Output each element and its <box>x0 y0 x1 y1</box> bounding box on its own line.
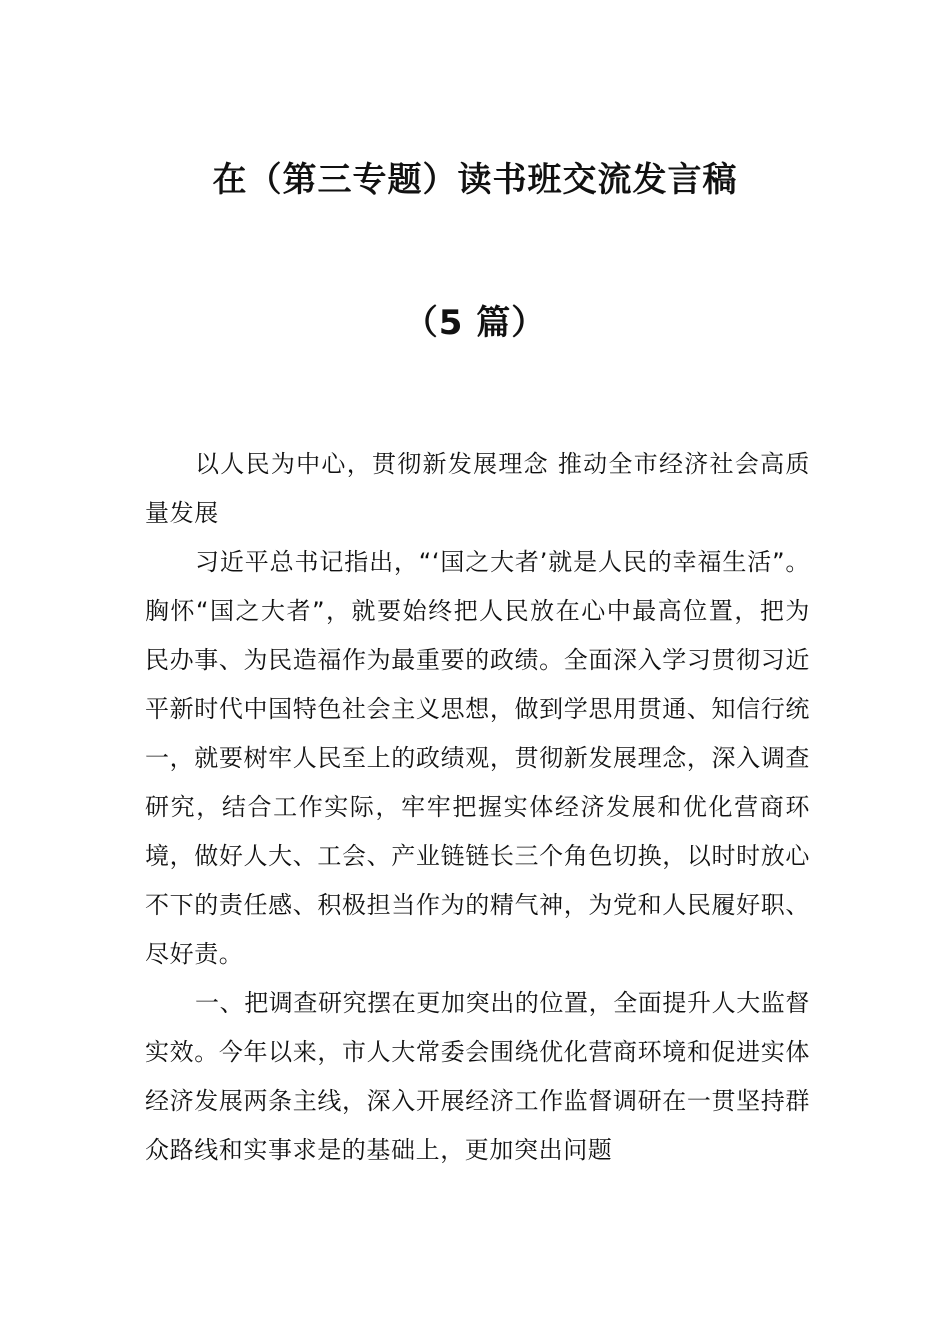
paragraph: 一、把调查研究摆在更加突出的位置，全面提升人大监督实效。今年以来，市人大常委会围绕优化营商环境和促进实体经济发展两条主线，深入开展经济工作监督调研在一贯坚持群众路线和实事求是的基础上，更加突出问题 <box>145 989 810 1164</box>
document-subtitle: （5 篇） <box>403 303 547 343</box>
document-body <box>145 440 810 1175</box>
document-title: 在（第三专题）读书班交流发言稿 <box>212 160 738 200</box>
paragraph: 习近平总书记指出，“‘国之大者’就是人民的幸福生活”。胸怀“国之大者”，就要始终把人民放在心中最高位置，把为民办事、为民造福作为最重要的政绩。全面深入学习贯彻习近平新时代中国特色社会主义思想，做到学思用贯通、知信行统一，就要树牢人民至上的政绩观，贯彻新发展理念，深入调查研究，结合工作实际，牢牢把握实体经济发展和优化营商环境，做好人大、工会、产业链链长三个角色切换，以时时放心不下的责任感、积极担当作为的精气神，为党和人民履好职、尽好责。 <box>145 548 810 968</box>
paragraph-heading: 以人民为中心，贯彻新发展理念 推动全市经济社会高质量发展 <box>145 450 810 527</box>
